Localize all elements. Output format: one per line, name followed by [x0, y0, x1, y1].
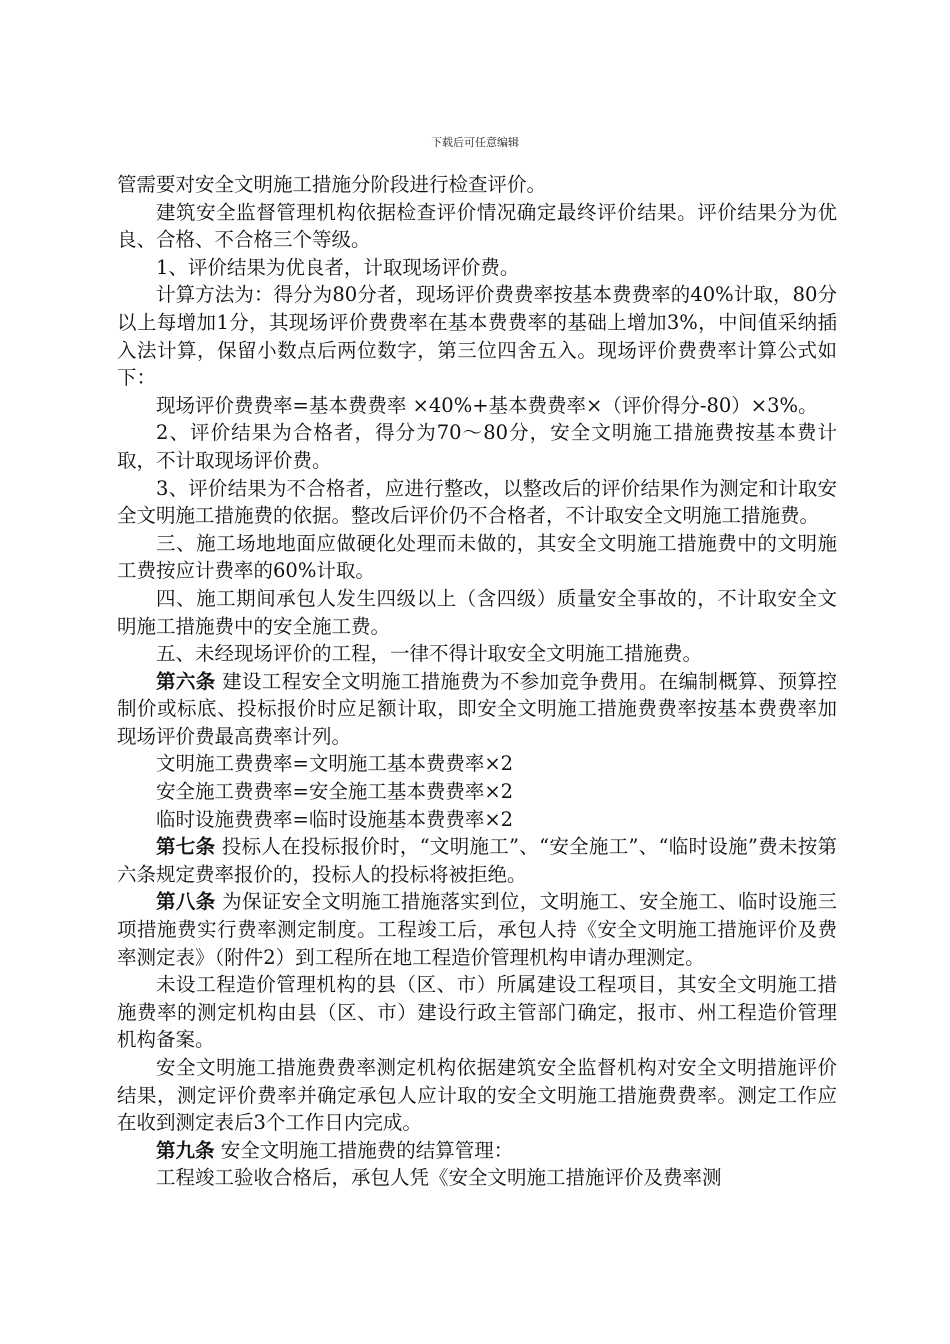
document-body — [117, 171, 837, 1192]
paragraph-text: 工程竣工验收合格后，承包人凭《安全文明施工措施评价及费率测 — [156, 1166, 722, 1190]
paragraph-text: 四、施工期间承包人发生四级以上（含四级）质量安全事故的，不计取安全文明施工措施费中的安全施工费。 — [117, 586, 837, 638]
paragraph-text: 临时设施费费率=临时设施基本费费率×2 — [156, 807, 514, 831]
paragraph — [117, 281, 837, 391]
paragraph — [117, 585, 837, 640]
article-heading: 第六条 — [156, 669, 216, 693]
paragraph — [117, 778, 837, 806]
paragraph — [117, 1137, 837, 1165]
paragraph — [117, 750, 837, 778]
article-heading: 第八条 — [156, 890, 216, 914]
paragraph-text: 安全施工费费率=安全施工基本费费率×2 — [156, 780, 514, 804]
paragraph — [117, 971, 837, 1054]
paragraph — [117, 806, 837, 834]
paragraph-text: 建筑安全监督管理机构依据检查评价情况确定最终评价结果。评价结果分为优良、合格、不合格三个等级。 — [117, 200, 837, 252]
paragraph — [117, 419, 837, 474]
paragraph-text: 投标人在投标报价时，“文明施工”、“安全施工”、“临时设施”费未按第六条规定费率报价的，投标人的投标将被拒绝。 — [117, 835, 837, 886]
paragraph-text: 2、评价结果为合格者，得分为70～80分，安全文明施工措施费按基本费计取，不计取现场评价费。 — [117, 421, 837, 472]
paragraph-text: 现场评价费费率=基本费费率 ×40%+基本费费率×（评价得分-80）×3%。 — [156, 393, 818, 417]
paragraph — [117, 1054, 837, 1137]
paragraph-text: 建设工程安全文明施工措施费为不参加竞争费用。在编制概算、预算控制价或标底、投标报价时应足额计取，即安全文明施工措施费费率按基本费费率加现场评价费最高费率计列。 — [117, 669, 837, 748]
paragraph — [117, 640, 837, 668]
paragraph — [117, 254, 837, 282]
paragraph-text: 安全文明施工措施费费率测定机构依据建筑安全监督机构对安全文明措施评价结果，测定评价费率并确定承包人应计取的安全文明施工措施费费率。测定工作应在收到测定表后3个工作日内完成。 — [117, 1056, 837, 1135]
paragraph-text: 五、未经现场评价的工程，一律不得计取安全文明施工措施费。 — [156, 642, 703, 666]
paragraph — [117, 392, 837, 420]
paragraph-text: 为保证安全文明施工措施落实到位，文明施工、安全施工、临时设施三项措施费实行费率测定制度。工程竣工后，承包人持《安全文明施工措施评价及费率测定表》（附件2）到工程所在地工程造价管理机构申请办理测定。 — [117, 890, 837, 969]
paragraph — [117, 530, 837, 585]
page-header: 下载后可任意编辑 — [431, 136, 519, 149]
article-heading: 第九条 — [156, 1138, 215, 1162]
paragraph — [117, 171, 837, 199]
paragraph-text: 安全文明施工措施费的结算管理： — [214, 1138, 514, 1162]
paragraph-text: 1、评价结果为优良者，计取现场评价费。 — [156, 255, 520, 279]
article-heading: 第七条 — [156, 835, 216, 859]
paragraph — [117, 833, 837, 888]
paragraph-text: 未设工程造价管理机构的县（区、市）所属建设工程项目，其安全文明施工措施费率的测定机构由县（区、市）建设行政主管部门确定，报市、州工程造价管理机构备案。 — [117, 973, 837, 1052]
paragraph — [117, 199, 837, 254]
paragraph — [117, 888, 837, 971]
paragraph-text: 管需要对安全文明施工措施分阶段进行检查评价。 — [117, 173, 547, 196]
paragraph-text: 计算方法为：得分为80分者，现场评价费费率按基本费费率的40%计取，80分以上每增加1分，其现场评价费费率在基本费费率的基础上增加3%，中间值采纳插入法计算，保留小数点后两位数字，第三位四舍五入。现场评价费费率计算公式如下： — [117, 283, 837, 390]
paragraph — [117, 475, 837, 530]
paragraph — [117, 668, 837, 751]
paragraph-text: 文明施工费费率=文明施工基本费费率×2 — [156, 752, 514, 776]
paragraph — [117, 1164, 837, 1192]
paragraph-text: 三、施工场地地面应做硬化处理而未做的，其安全文明施工措施费中的文明施工费按应计费率的60%计取。 — [117, 531, 837, 583]
paragraph-text: 3、评价结果为不合格者，应进行整改，以整改后的评价结果作为测定和计取安全文明施工措施费的依据。整改后评价仍不合格者，不计取安全文明施工措施费。 — [117, 476, 837, 528]
